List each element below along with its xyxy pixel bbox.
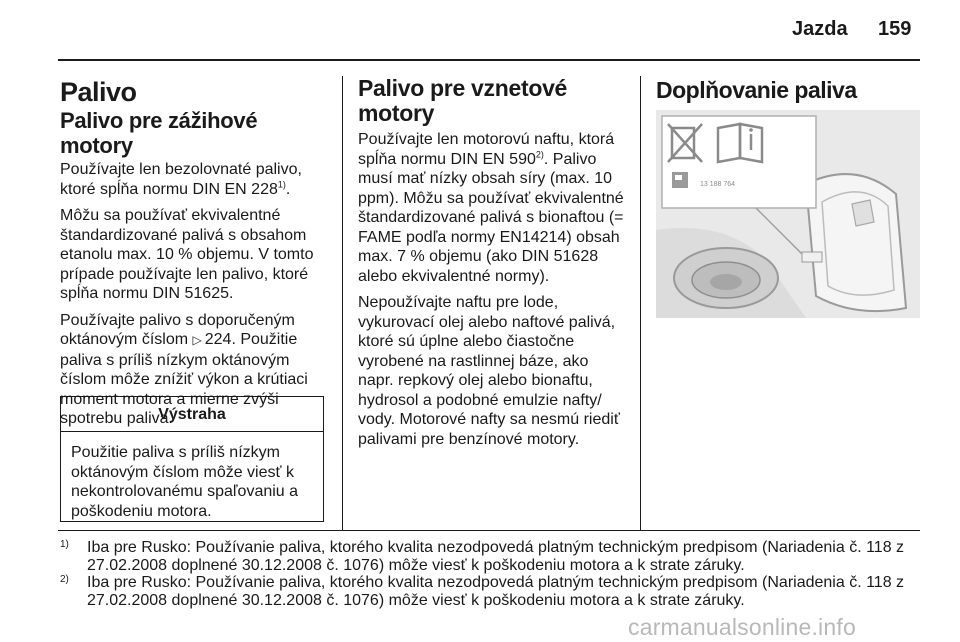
footnote-rule	[58, 530, 920, 531]
footnote	[60, 574, 926, 610]
section-heading: Doplňovanie paliva	[656, 77, 857, 103]
footnote-ref[interactable]: 2)	[535, 149, 544, 160]
section-heading: Palivo	[60, 77, 137, 107]
header-rule	[58, 59, 920, 61]
footnote-mark: 2)	[60, 574, 69, 585]
subsection-heading: Palivo pre zážihové motory	[60, 108, 258, 158]
paragraph-text: Používajte len bezolovnaté palivo, ktoré spĺňa normu DIN EN 228	[60, 161, 302, 198]
column-petrol	[60, 76, 328, 436]
paragraph-text: Používajte len motorovú naftu, ktorá spĺňa normu DIN EN 590	[358, 131, 615, 168]
footnote	[60, 539, 926, 575]
figure-reference-code: 13 188 764	[700, 181, 736, 188]
paragraph: Nepoužívajte naftu pre lode, vykurovací olej alebo naftové palivá, ktoré sú úplne alebo čiastočne vyrobené na rastlinnej báze, ako napr. repkový olej alebo bionaftu, hydrosol a podobné emulzie nafty/ vody. Motorové nafty sa nesmú riediť palivami pre benzínové motory.	[358, 294, 620, 448]
column-refuelling	[656, 76, 922, 318]
paragraph-text: . Použitie paliva s príliš nízkym oktánovým číslom môže znížiť výkon a krútiaci moment motora a mierne zvýši spotrebu paliva.	[60, 331, 308, 427]
column-divider	[342, 76, 343, 530]
triangle-right-icon: ▷	[192, 333, 202, 347]
paragraph-text: Používajte palivo s doporučeným oktánovým číslom	[60, 311, 295, 348]
column-divider	[640, 76, 641, 530]
paragraph-text: .	[285, 180, 291, 198]
paragraph	[358, 130, 626, 286]
warning-box	[60, 396, 324, 522]
watermark: carmanualsonline.info	[628, 614, 856, 640]
running-header-title: Jazda	[792, 18, 848, 40]
footnote-mark: 1)	[60, 539, 69, 550]
footnote-text: Iba pre Rusko: Používanie paliva, ktorého kvalita nezodpovedá platným technickým predpisom (Nariadenia č. 118 z 27.02.2008 doplnené 30.12.2008 č. 1076) môže viesť k poškodeniu motora a k strate záruky.	[87, 539, 905, 574]
section-heading: Palivo pre vznetové motory	[358, 75, 568, 126]
paragraph: Môžu sa používať ekvivalentné štandardizované palivá s obsahom etanolu max. 10 % objemu. V tomto prípade používajte len palivo, ktoré spĺňa normu DIN 51625.	[60, 207, 314, 302]
page-reference[interactable]: 224	[204, 331, 232, 348]
footnote-ref[interactable]: 1)	[277, 179, 286, 190]
footnote-text: Iba pre Rusko: Používanie paliva, ktorého kvalita nezodpovedá platným technickým predpisom (Nariadenia č. 118 z 27.02.2008 doplnené 30.12.2008 č. 1076) môže viesť k poškodeniu motora a k strate záruky.	[87, 574, 905, 609]
paragraph	[60, 160, 328, 199]
column-diesel	[358, 76, 626, 456]
warning-text: Použitie paliva s príliš nízkym oktánovým číslom môže viesť k nekontrolovanému spaľovaniu a poškodeniu motora.	[71, 444, 299, 520]
fuel-filler-flap-illustration	[656, 110, 920, 318]
page-number: 159	[878, 18, 912, 40]
warning-title: Výstraha	[61, 397, 323, 432]
paragraph-text: . Palivo musí mať nízky obsah síry (max. 10 ppm). Môžu sa používať ekvivalentné štandardizované palivá s bionaftou (= FAME podľa normy EN14214) obsah max. 7 % objemu (ako DIN 51628 alebo ekvivalentné normy).	[358, 150, 624, 285]
